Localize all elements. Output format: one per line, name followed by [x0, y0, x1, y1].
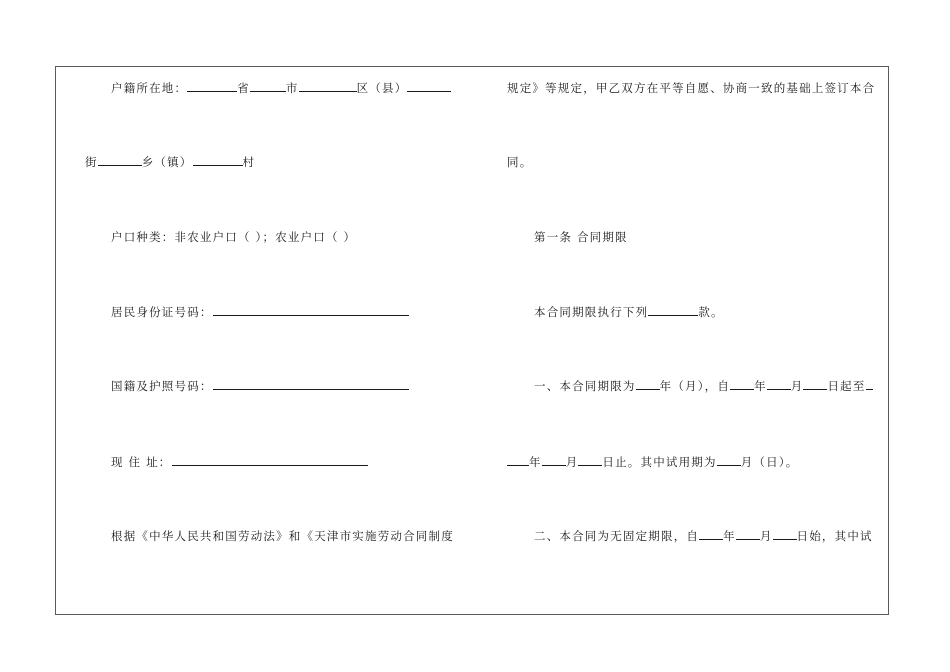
- regulation-continuation-line: [507, 80, 875, 96]
- probation-year: 年: [529, 455, 542, 469]
- term-clause-suffix: 款。: [698, 305, 724, 319]
- legal-basis-line: [111, 528, 454, 544]
- term-clause-line: [534, 304, 724, 320]
- passport-blank[interactable]: [213, 378, 409, 390]
- household-type-line: [111, 229, 356, 245]
- passport-line: [111, 378, 409, 394]
- probation-day-end: 日止。其中试用期为: [602, 455, 717, 469]
- article-one-heading: [534, 229, 628, 245]
- county-tail-blank[interactable]: [407, 80, 451, 92]
- end-month-blank[interactable]: [542, 454, 566, 466]
- end-day-blank[interactable]: [578, 454, 602, 466]
- indefinite-month-blank[interactable]: [736, 528, 760, 540]
- district-blank[interactable]: [299, 80, 357, 92]
- province-suffix: 省: [237, 81, 250, 95]
- clause-number-blank[interactable]: [648, 304, 698, 316]
- household-registration-line: [111, 80, 451, 96]
- current-address-line: [111, 454, 368, 470]
- regulation-continuation-text: 规定》等规定，甲乙双方在平等自愿、协商一致的基础上签订本合: [507, 81, 876, 95]
- fixed-term-line: [534, 378, 873, 394]
- street-blank[interactable]: [98, 154, 142, 166]
- indefinite-term-line: [534, 528, 873, 544]
- current-address-blank[interactable]: [172, 454, 368, 466]
- district-suffix: 区（县）: [356, 81, 408, 95]
- township-label: 乡（镇）: [141, 155, 193, 169]
- contract-end-line: [507, 154, 532, 170]
- province-blank[interactable]: [187, 80, 237, 92]
- indefinite-term-prefix: 二、本合同为无固定期限，自: [534, 529, 700, 543]
- indefinite-day-start: 日始，其中试: [796, 529, 873, 543]
- probation-line: [507, 454, 798, 470]
- current-address-label: 现 住 址：: [111, 455, 172, 469]
- term-length-blank[interactable]: [636, 378, 660, 390]
- indefinite-year-blank[interactable]: [699, 528, 723, 540]
- household-registration-label: 户籍所在地：: [111, 81, 188, 95]
- term-clause-prefix: 本合同期限执行下列: [534, 305, 649, 319]
- street-label: 街: [85, 155, 98, 169]
- contract-end-text: 同。: [507, 155, 533, 169]
- id-number-blank[interactable]: [213, 304, 409, 316]
- fixed-term-year-month: 年（月），自: [659, 379, 731, 393]
- start-month-blank[interactable]: [767, 378, 791, 390]
- start-year-blank[interactable]: [730, 378, 754, 390]
- legal-basis-text: 根据《中华人民共和国劳动法》和《天津市实施劳动合同制度: [111, 529, 454, 543]
- indefinite-year: 年: [723, 529, 736, 543]
- passport-label: 国籍及护照号码：: [111, 379, 213, 393]
- indefinite-day-blank[interactable]: [773, 528, 797, 540]
- probation-length-blank[interactable]: [717, 454, 741, 466]
- fixed-term-prefix: 一、本合同期限为: [534, 379, 636, 393]
- end-year-lead-blank[interactable]: [866, 378, 873, 390]
- end-year-blank[interactable]: [507, 454, 529, 466]
- city-blank[interactable]: [250, 80, 286, 92]
- fixed-term-month: 月: [790, 379, 804, 393]
- fixed-term-day-from: 日起至: [827, 379, 866, 393]
- id-number-label: 居民身份证号码：: [111, 305, 213, 319]
- start-day-blank[interactable]: [803, 378, 827, 390]
- probation-month-day: 月（日）。: [740, 455, 799, 469]
- city-suffix: 市: [285, 81, 299, 95]
- indefinite-month: 月: [759, 529, 773, 543]
- article-one-title: 第一条 合同期限: [534, 230, 628, 244]
- street-township-line: [85, 154, 255, 170]
- id-number-line: [111, 304, 409, 320]
- township-blank[interactable]: [193, 154, 243, 166]
- household-type-text: 户口种类：非农业户口（ ）；农业户口（ ）: [111, 230, 357, 244]
- probation-month: 月: [565, 455, 579, 469]
- village-label: 村: [242, 155, 256, 169]
- fixed-term-year: 年: [754, 379, 767, 393]
